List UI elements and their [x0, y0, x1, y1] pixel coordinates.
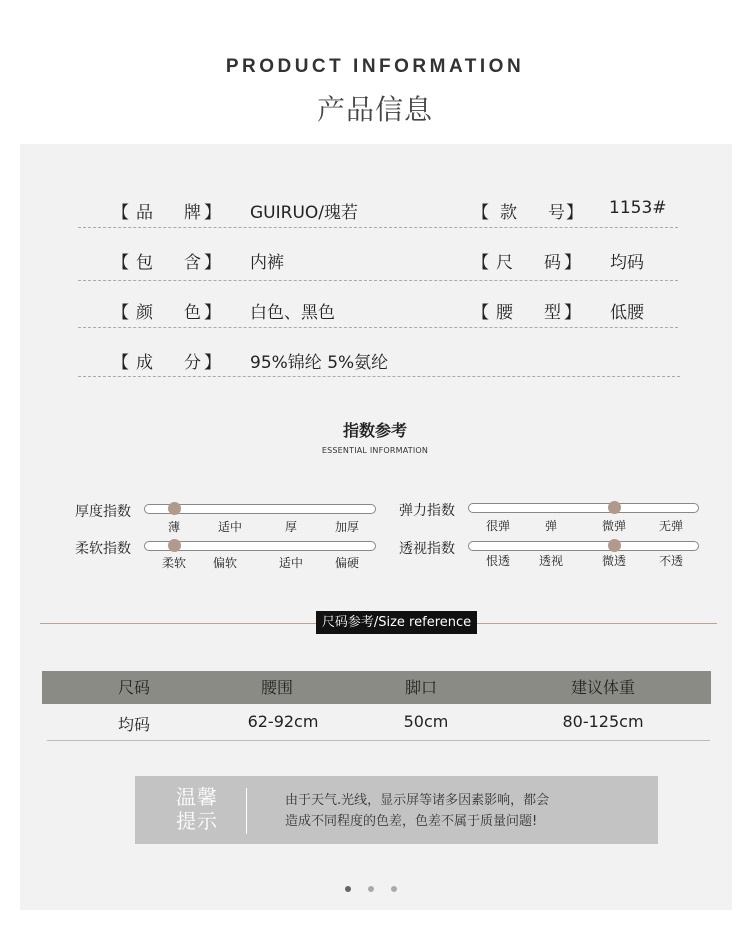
slider-tick: 厚: [284, 520, 298, 534]
spec-bracket-right: 】: [204, 203, 221, 223]
spec-contents: [112, 248, 412, 276]
divider: [78, 376, 680, 377]
slider-tick: 偏软: [212, 556, 238, 570]
size-table-header-cell: 腰围: [260, 678, 294, 697]
notice-separator: [246, 788, 247, 834]
size-table-header-cell: 建议体重: [570, 678, 636, 697]
index-section-title: 指数参考: [342, 421, 407, 440]
spec-bracket-right: 】: [204, 353, 221, 373]
spec-style-number: [472, 198, 692, 226]
index-section-subtitle: ESSENTIAL INFORMATION: [321, 446, 429, 455]
pagination-dot[interactable]: [345, 886, 351, 892]
spec-label-char: 款: [500, 203, 517, 223]
slider-tick: 适中: [217, 520, 243, 534]
pagination-dot[interactable]: [391, 886, 397, 892]
slider-tick: 偏硬: [334, 556, 360, 570]
slider-tick: 加厚: [334, 520, 360, 534]
slider-tick: 薄: [167, 520, 181, 534]
spec-label-char: 分: [184, 353, 201, 373]
slider-label-transparency: 透视指数: [399, 541, 455, 557]
size-table-cell: 80-125cm: [562, 712, 644, 731]
spec-label-char: 牌: [184, 203, 201, 223]
header: [0, 0, 750, 140]
spec-bracket-right: 】: [564, 303, 581, 323]
size-table-header-cell: 尺码: [117, 678, 151, 697]
slider-tick: 无弹: [658, 519, 684, 533]
table-bottom-border: [47, 740, 710, 741]
size-table-cell: 均码: [117, 715, 151, 734]
spec-label-char: 型: [544, 303, 561, 323]
spec-label-char: 腰: [496, 303, 513, 323]
spec-label-char: 码: [544, 253, 561, 273]
slider-knob-elasticity: [608, 501, 621, 514]
page-title-zh: 产品信息: [316, 93, 433, 126]
slider-track-elasticity: [468, 503, 699, 513]
spec-bracket-left: 【: [112, 303, 129, 323]
slider-knob-transparency: [608, 539, 621, 552]
spec-bracket-right: 】: [204, 303, 221, 323]
pagination-dot[interactable]: [368, 886, 374, 892]
spec-bracket-left: 【: [112, 203, 129, 223]
spec-bracket-left: 【: [472, 303, 489, 323]
size-ref-line-left: [40, 623, 316, 624]
notice-box: [135, 776, 658, 844]
slider-tick: 弹: [544, 519, 558, 533]
spec-value: 白色、黑色: [250, 303, 335, 323]
slider-tick: 微弹: [601, 519, 627, 533]
divider: [78, 327, 678, 328]
notice-title-line: 温馨: [176, 785, 218, 809]
spec-label-char: 品: [136, 203, 153, 223]
spec-bracket-left: 【: [472, 253, 489, 273]
notice-title: [175, 785, 219, 833]
spec-value: 95%锦纶 5%氨纶: [250, 353, 389, 373]
size-table-cell: 62-92cm: [247, 712, 319, 731]
size-reference-badge: 尺码参考/Size reference: [316, 611, 477, 634]
spec-bracket-right: 】: [566, 203, 583, 223]
divider: [78, 280, 678, 281]
spec-value: 均码: [610, 253, 644, 273]
slider-knob-thickness: [168, 502, 181, 515]
size-ref-line-right: [477, 623, 717, 624]
spec-label-char: 成: [136, 353, 153, 373]
slider-label-softness: 柔软指数: [75, 541, 131, 557]
spec-value: 1153#: [609, 198, 667, 218]
spec-bracket-left: 【: [472, 203, 489, 223]
spec-waist-type: [472, 298, 692, 326]
spec-bracket-left: 【: [112, 353, 129, 373]
slider-tick: 不透: [658, 554, 684, 568]
spec-label-char: 尺: [496, 253, 513, 273]
slider-label-elasticity: 弹力指数: [399, 503, 455, 519]
slider-tick: 适中: [278, 556, 304, 570]
spec-bracket-right: 】: [204, 253, 221, 273]
page-title-en: PRODUCT INFORMATION: [225, 56, 525, 77]
slider-tick: 微透: [601, 554, 627, 568]
notice-title-line: 提示: [176, 809, 218, 833]
spec-value: GUIRUO/瑰若: [250, 203, 358, 223]
slider-tick: 柔软: [161, 556, 187, 570]
slider-tick: 恨透: [485, 554, 511, 568]
spec-bracket-right: 】: [564, 253, 581, 273]
spec-size: [472, 248, 692, 276]
size-table-header: [42, 671, 711, 704]
size-table-cell: 50cm: [403, 712, 449, 731]
spec-brand: [112, 198, 412, 226]
notice-text: [285, 790, 625, 832]
spec-label-char: 色: [184, 303, 201, 323]
spec-label-char: 包: [136, 253, 153, 273]
slider-tick: 很弹: [485, 519, 511, 533]
spec-label-char: 号: [548, 203, 565, 223]
spec-label-char: 含: [184, 253, 201, 273]
spec-bracket-left: 【: [112, 253, 129, 273]
spec-value: 低腰: [610, 303, 644, 323]
notice-text-line: 由于天气.光线，显示屏等诸多因素影响，都会: [285, 793, 550, 808]
divider: [78, 227, 678, 228]
slider-label-thickness: 厚度指数: [75, 504, 131, 520]
spec-value: 内裤: [250, 253, 284, 273]
spec-color: [112, 298, 412, 326]
slider-knob-softness: [168, 539, 181, 552]
notice-text-line: 造成不同程度的色差，色差不属于质量问题!: [285, 814, 538, 829]
slider-track-transparency: [468, 541, 699, 551]
spec-material: [112, 348, 512, 376]
size-table-header-cell: 脚口: [404, 678, 438, 697]
slider-tick: 透视: [538, 554, 564, 568]
spec-label-char: 颜: [136, 303, 153, 323]
